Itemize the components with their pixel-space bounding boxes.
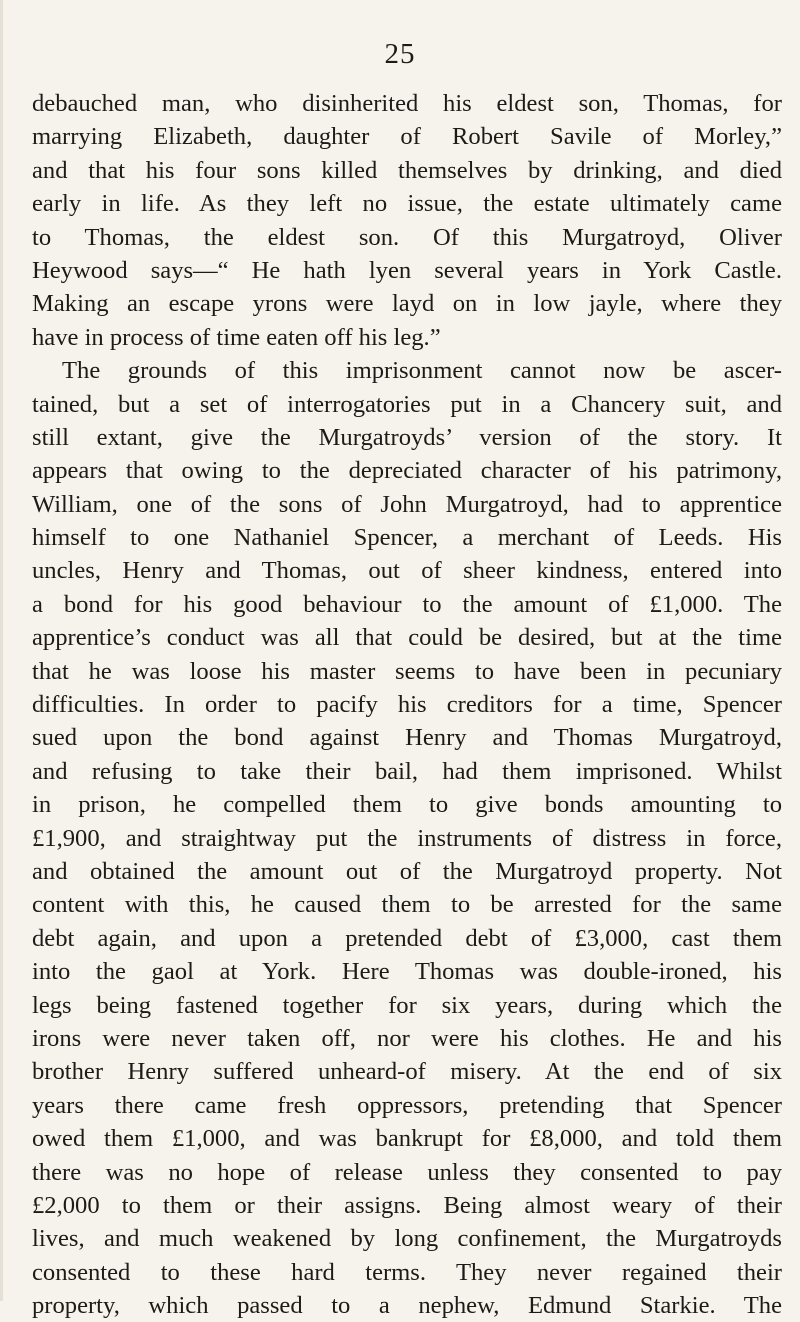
text-line: early in life. As they left no issue, the estate ultimately came (32, 190, 782, 218)
text-line: difficulties. In order to pacify his creditors for a time, Spencer (32, 691, 782, 719)
text-line: and obtained the amount out of the Murgatroyd property. Not (32, 857, 782, 885)
text-line: appears that owing to the depreciated character of his patrimony, (32, 457, 782, 485)
text-line: into the gaol at York. Here Thomas was double-ironed, his (32, 958, 782, 986)
text-line: and refusing to take their bail, had them imprisoned. Whilst (32, 757, 782, 785)
text-line: have in process of time eaten off his leg.” (32, 323, 441, 351)
text-line: Making an escape yrons were layd on in low jayle, where they (32, 290, 782, 318)
text-line: uncles, Henry and Thomas, out of sheer kindness, entered into (32, 557, 782, 585)
text-line: irons were never taken off, nor were his clothes. He and his (32, 1024, 782, 1052)
text-line: debauched man, who disinherited his eldest son, Thomas, for (32, 90, 782, 117)
text-line: £1,900, and straightway put the instruments of distress in force, (32, 824, 782, 852)
text-line: consented to these hard terms. They never regained their (32, 1258, 782, 1286)
text-line: apprentice’s conduct was all that could be desired, but at the time (32, 624, 782, 652)
text-line: The grounds of this imprisonment cannot now be ascer- (62, 357, 782, 385)
text-line: lives, and much weakened by long confinement, the Murgatroyds (32, 1225, 782, 1253)
text-line: brother Henry suffered unheard-of misery. At the end of six (32, 1058, 782, 1086)
text-line: content with this, he caused them to be arrested for the same (32, 891, 782, 919)
text-line: legs being fastened together for six years, during which the (32, 991, 782, 1019)
text-line: that he was loose his master seems to have been in pecuniary (32, 657, 782, 685)
page-number: 25 (384, 38, 416, 70)
text-line: and that his four sons killed themselves by drinking, and died (32, 156, 782, 184)
text-line: to Thomas, the eldest son. Of this Murgatroyd, Oliver (32, 223, 782, 251)
text-line: sued upon the bond against Henry and Thomas Murgatroyd, (32, 724, 782, 752)
text-line: himself to one Nathaniel Spencer, a merchant of Leeds. His (32, 524, 782, 552)
text-line: in prison, he compelled them to give bonds amounting to (32, 791, 782, 819)
text-line: William, one of the sons of John Murgatroyd, had to apprentice (32, 490, 782, 518)
page-edge (0, 0, 3, 1301)
text-line: £2,000 to them or their assigns. Being almost weary of their (32, 1191, 782, 1219)
body-text (32, 87, 782, 1322)
text-line: owed them £1,000, and was bankrupt for £8,000, and told them (32, 1125, 782, 1153)
text-line: debt again, and upon a pretended debt of £3,000, cast them (32, 924, 782, 952)
text-line: property, which passed to a nephew, Edmund Starkie. The (32, 1292, 782, 1320)
text-line: Heywood says—“ He hath lyen several years in York Castle. (32, 256, 782, 284)
text-line: still extant, give the Murgatroyds’ version of the story. It (32, 423, 782, 451)
text-line: marrying Elizabeth, daughter of Robert Savile of Morley,” (32, 123, 782, 151)
text-line: a bond for his good behaviour to the amount of £1,000. The (32, 590, 782, 618)
text-line: tained, but a set of interrogatories put in a Chancery suit, and (32, 390, 782, 418)
text-line: years there came fresh oppressors, pretending that Spencer (32, 1091, 782, 1119)
text-line: there was no hope of release unless they consented to pay (32, 1158, 782, 1186)
